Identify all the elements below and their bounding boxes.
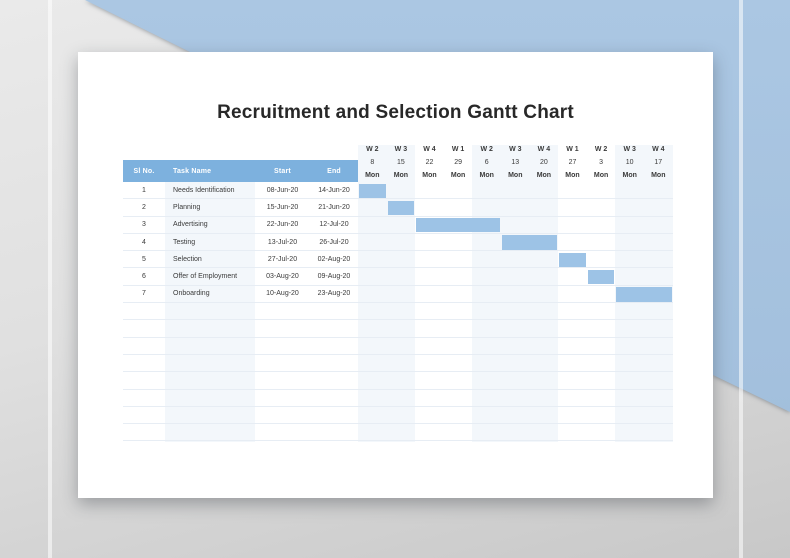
cell-task-name: Needs Identification (173, 186, 235, 194)
cell-sl-no: 1 (142, 186, 146, 194)
cell-end-date: 12-Jul-20 (319, 221, 349, 229)
guide-line-left (48, 0, 52, 558)
week-column-header (558, 145, 587, 182)
week-number-label: W 4 (537, 146, 551, 153)
week-column-header (587, 145, 616, 182)
cell-end-date: 09-Aug-20 (317, 273, 351, 281)
table-row (123, 251, 673, 268)
cell-start-date: 13-Jul-20 (267, 238, 298, 246)
week-day-of-week: Mon (565, 172, 580, 179)
week-number-label: W 4 (652, 146, 665, 153)
cell-sl-no: 4 (142, 238, 146, 246)
week-number-label: W 2 (366, 146, 379, 153)
week-start-day: 10 (625, 159, 634, 166)
week-day-of-week: Mon (393, 172, 409, 179)
week-day-of-week: Mon (422, 172, 437, 179)
table-row (123, 217, 673, 234)
cell-sl-no: 3 (142, 221, 146, 229)
week-number-label: W 3 (394, 146, 408, 153)
cell-end-date: 02-Aug-20 (317, 255, 351, 263)
table-row-empty (123, 338, 673, 355)
cell-task-name: Offer of Employment (173, 273, 238, 281)
page-title: Recruitment and Selection Gantt Chart (217, 102, 574, 123)
week-day-of-week: Mon (479, 172, 494, 179)
table-header (123, 160, 358, 182)
week-day-of-week: Mon (622, 172, 637, 179)
week-column-header (472, 145, 501, 182)
week-column-header (358, 145, 387, 182)
cell-start-date: 03-Aug-20 (266, 273, 299, 281)
cell-end-date: 14-Jun-20 (318, 186, 350, 194)
header-start: Start (274, 167, 291, 175)
week-column-header (387, 145, 416, 182)
week-column-header (415, 145, 444, 182)
table-row-empty (123, 372, 673, 389)
week-number-label: W 3 (509, 146, 522, 153)
gantt-bar (588, 270, 615, 284)
gantt-bar (616, 287, 671, 301)
cell-start-date: 08-Jun-20 (266, 186, 299, 194)
week-start-day: 15 (396, 159, 405, 166)
week-day-of-week: Mon (651, 172, 666, 179)
cell-sl-no: 2 (142, 203, 146, 211)
table-row-empty (123, 424, 673, 441)
cell-sl-no: 7 (142, 290, 146, 298)
week-day-of-week: Mon (365, 172, 380, 179)
gantt-bar (388, 201, 415, 215)
table-row-empty (123, 407, 673, 424)
cell-task-name: Onboarding (173, 290, 210, 298)
cell-end-date: 23-Aug-20 (317, 290, 351, 298)
table-row-empty (123, 303, 673, 320)
week-start-day: 13 (511, 159, 520, 166)
cell-task-name: Testing (173, 238, 196, 246)
week-start-day: 20 (539, 159, 548, 166)
gantt-bar (416, 218, 500, 232)
week-column-header (615, 145, 644, 182)
week-start-day: 27 (568, 159, 577, 166)
cell-task-name: Advertising (173, 221, 208, 229)
cell-start-date: 15-Jun-20 (266, 203, 299, 211)
cell-start-date: 27-Jul-20 (267, 255, 298, 263)
week-column-header (530, 145, 559, 182)
week-number-label: W 1 (566, 146, 579, 153)
week-column-header (444, 145, 473, 182)
week-number-label: W 2 (480, 146, 493, 153)
table-row-empty (123, 320, 673, 337)
table-row-empty (123, 390, 673, 407)
week-column-header (501, 145, 530, 182)
cell-end-date: 21-Jun-20 (318, 203, 350, 211)
guide-line-right (739, 0, 743, 558)
gantt-chart (123, 145, 673, 442)
cell-end-date: 26-Jul-20 (319, 238, 349, 246)
week-start-day: 8 (370, 159, 375, 166)
week-start-day: 3 (599, 159, 604, 166)
week-day-of-week: Mon (593, 172, 609, 179)
cell-sl-no: 5 (142, 255, 146, 263)
table-row (123, 234, 673, 251)
gantt-bar (559, 253, 586, 267)
week-start-day: 6 (484, 159, 489, 166)
cell-task-name: Selection (173, 255, 202, 263)
week-number-label: W 4 (423, 146, 436, 153)
document-page (78, 52, 713, 498)
header-task-name: Task Name (173, 167, 212, 175)
week-day-of-week: Mon (508, 172, 523, 179)
week-day-of-week: Mon (536, 172, 552, 179)
header-sl-no: Sl No. (133, 167, 155, 175)
table-row (123, 182, 673, 199)
header-end: End (327, 167, 341, 175)
gantt-bar (359, 184, 386, 198)
week-start-day: 29 (454, 159, 462, 166)
week-start-day: 22 (425, 159, 434, 166)
cell-sl-no: 6 (142, 273, 146, 281)
week-number-label: W 2 (594, 146, 608, 153)
table-row-empty (123, 355, 673, 372)
week-number-label: W 3 (623, 146, 636, 153)
week-column-header (644, 145, 673, 182)
week-number-label: W 1 (451, 146, 465, 153)
gantt-bar (502, 235, 557, 249)
cell-start-date: 22-Jun-20 (266, 221, 299, 229)
week-day-of-week: Mon (450, 172, 466, 179)
week-start-day: 17 (654, 159, 663, 166)
cell-task-name: Planning (173, 203, 201, 211)
table-row (123, 286, 673, 303)
cell-start-date: 10-Aug-20 (266, 290, 299, 298)
